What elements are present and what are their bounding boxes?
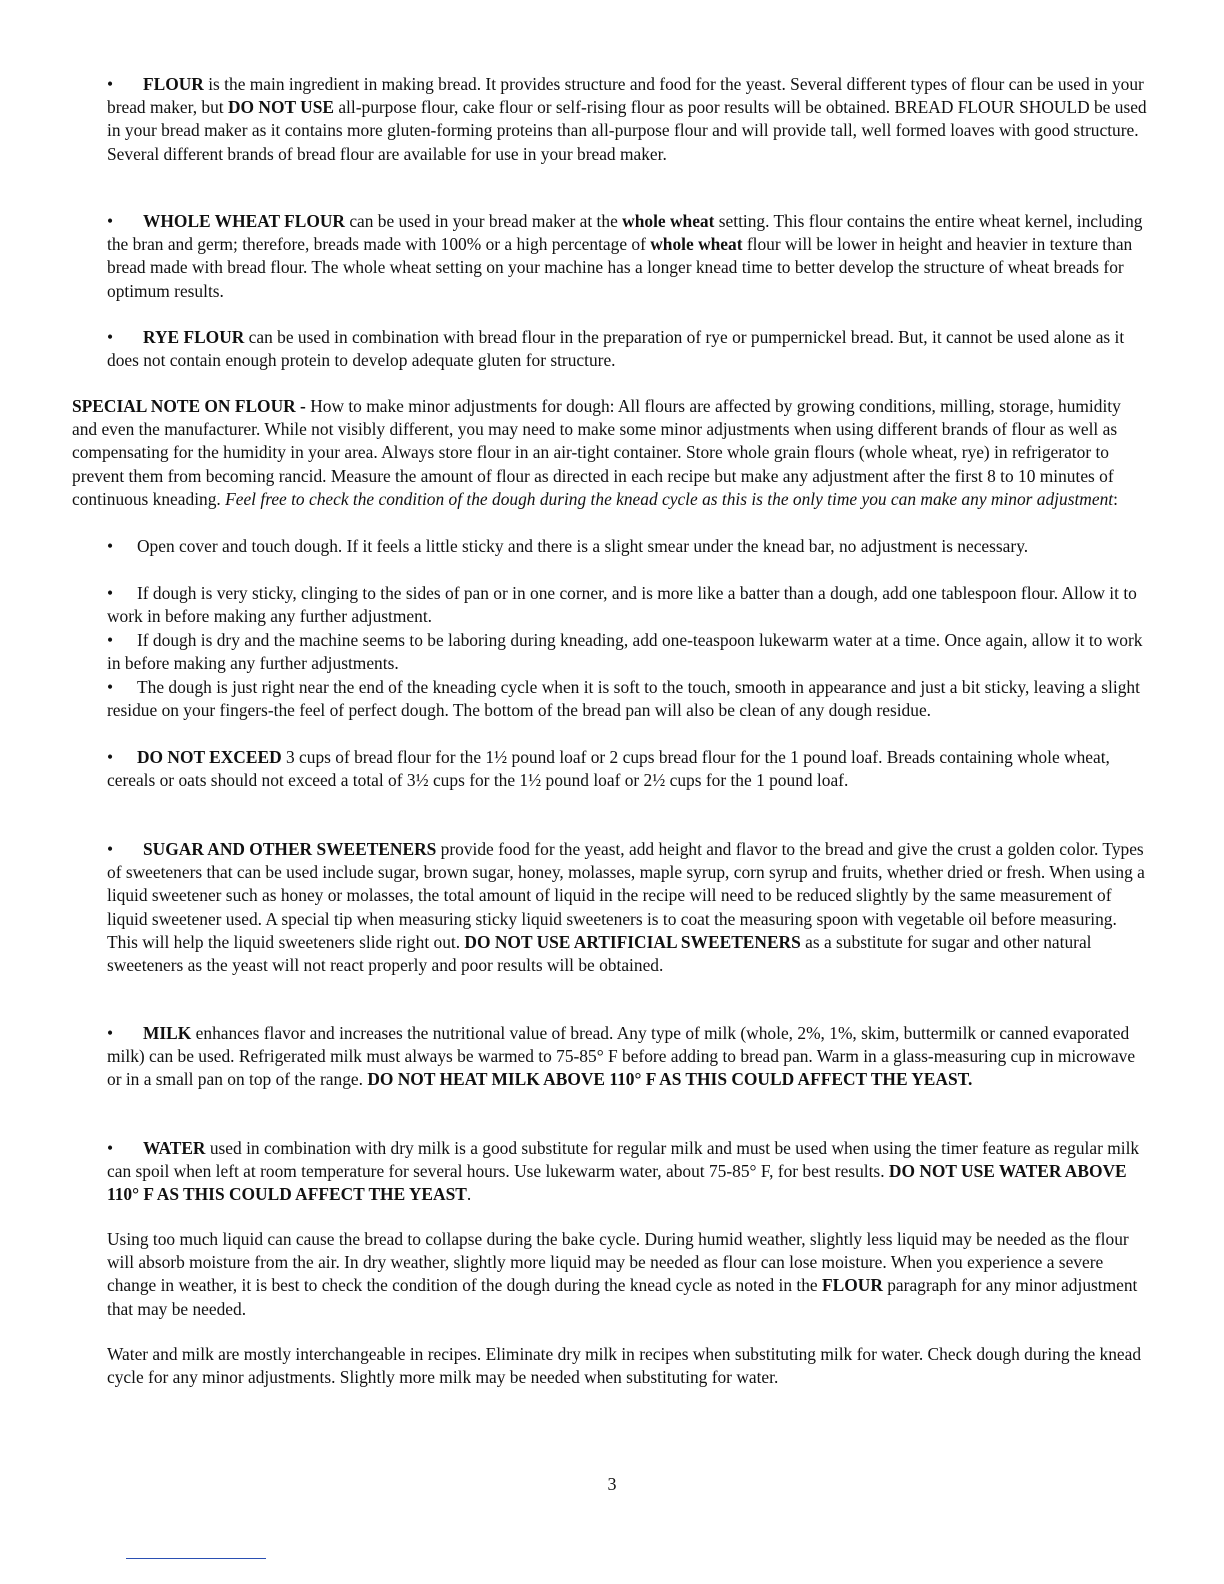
- adjustment-item: • If dough is very sticky, clinging to the sides of pan or in one corner, and is more like a batter than a dough, add one tablespoon flour. Allow it to work in before making any further adjustment.: [107, 583, 1137, 627]
- footer-rule: [126, 1558, 266, 1559]
- flour-paragraph: • FLOUR is the main ingredient in making bread. It provides structure and food for the yeast. Several different types of flour can be used in your bread maker, but DO NOT USE all-purpose flour, cake flour or self-rising flour as poor results will be obtained. BREAD FLOUR SHOULD be used in your bread maker as it contains more gluten-forming proteins than all-purpose flour and will provide tall, well formed loaves with good structure. Several different brands of bread flour are available for use in your bread maker.: [107, 74, 1147, 164]
- flour-term: FLOUR: [143, 74, 204, 94]
- artificial-sweeteners-warning: DO NOT USE ARTIFICIAL SWEETENERS: [464, 931, 801, 952]
- page-number: 3: [607, 1474, 617, 1494]
- water-paragraph: • WATER used in combination with dry milk is a good substitute for regular milk and must be used when using the timer feature as regular milk can spoil when left at room temperature for several hours. Use lukewarm water, about 75-85° F, for best results. DO NOT USE WATER ABOVE 110° F AS THIS COULD AFFECT THE YEAST.: [107, 1138, 1140, 1205]
- do-not-exceed-item: • DO NOT EXCEED 3 cups of bread flour for the 1½ pound loaf or 2 cups bread flour for the 1 pound loaf. Breads containing whole wheat, cereals or oats should not exceed a total of 3½ cups for the 1½ pound loaf or 2½ cups for the 1 pound loaf.: [107, 747, 1110, 791]
- bullet-icon: •: [107, 630, 114, 650]
- whole-wheat-paragraph: • WHOLE WHEAT FLOUR can be used in your bread maker at the whole wheat setting. This flour contains the entire wheat kernel, including the bran and germ; therefore, breads made with 100% or a high percentage of whole wheat flour will be lower in height and heavier in texture than bread made with bread flour. The whole wheat setting on your machine has a longer knead time to better develop the structure of wheat breads for optimum results.: [107, 211, 1143, 301]
- whole-wheat-term: WHOLE WHEAT FLOUR: [143, 211, 345, 231]
- bullet-icon: •: [107, 536, 114, 556]
- special-note-italic: Feel free to check the condition of the dough during the knead cycle as this is the only time you can make any minor adjustment: [225, 488, 1114, 509]
- special-note-heading: SPECIAL NOTE ON FLOUR -: [72, 396, 306, 416]
- rye-flour-paragraph: • RYE FLOUR can be used in combination with bread flour in the preparation of rye or pumpernickel bread. But, it cannot be used alone as it does not contain enough protein to develop adequate gluten for structure.: [107, 327, 1125, 371]
- bullet-icon: •: [107, 583, 114, 603]
- milk-heat-warning: DO NOT HEAT MILK ABOVE 110° F AS THIS COULD AFFECT THE YEAST.: [367, 1069, 973, 1090]
- milk-term: MILK: [143, 1023, 192, 1043]
- water-term: WATER: [143, 1138, 206, 1158]
- sugar-paragraph: • SUGAR AND OTHER SWEETENERS provide food for the yeast, add height and flavor to the bread and give the crust a golden color. Types of sweeteners that can be used include sugar, brown sugar, honey, molasses, maple syrup, corn syrup and fruits, whether dried or fresh. When using a liquid sweetener such as honey or molasses, the total amount of liquid in the recipe will need to be reduced slightly by the same measurement of liquid sweetener used. A special tip when measuring sticky liquid sweeteners is to coat the measuring spoon with vegetable oil before measuring. This will help the liquid sweeteners slide right out. DO NOT USE ARTIFICIAL SWEETENERS as a substitute for sugar and other natural sweeteners as the yeast will not react properly and poor results will be obtained.: [107, 839, 1145, 976]
- bullet-icon: •: [107, 74, 114, 94]
- bullet-icon: •: [107, 1138, 114, 1158]
- bullet-icon: •: [107, 839, 114, 859]
- adjustment-item: • If dough is dry and the machine seems to be laboring during kneading, add one-teaspoon lukewarm water at a time. Once again, allow it to work in before making any further adjustments.: [107, 630, 1143, 674]
- water-heat-warning: DO NOT USE WATER ABOVE 110° F AS THIS COULD AFFECT THE YEAST: [107, 1161, 1127, 1205]
- do-not-use-warning: DO NOT USE: [228, 97, 334, 118]
- flour-reference: FLOUR: [822, 1275, 883, 1296]
- bullet-icon: •: [107, 211, 114, 231]
- liquid-note-paragraph: Using too much liquid can cause the bread to collapse during the bake cycle. During humid weather, slightly less liquid may be needed as the flour will absorb moisture from the air. In dry weather, slightly more liquid may be needed as flour can lose moisture. When you experience a severe change in weather, it is best to check the condition of the dough during the knead cycle as noted in the FLOUR paragraph for any minor adjustment that may be needed.: [107, 1229, 1138, 1319]
- bullet-icon: •: [107, 1023, 114, 1043]
- do-not-exceed-term: DO NOT EXCEED: [137, 747, 282, 767]
- interchange-note-paragraph: Water and milk are mostly interchangeable in recipes. Eliminate dry milk in recipes when substituting milk for water. Check dough during the knead cycle for any minor adjustments. Slightly more milk may be needed when substituting for water.: [107, 1344, 1142, 1388]
- rye-flour-term: RYE FLOUR: [143, 327, 245, 347]
- whole-wheat-setting: whole wheat: [622, 211, 715, 231]
- bullet-icon: •: [107, 747, 114, 767]
- whole-wheat-setting-2: whole wheat: [650, 234, 743, 255]
- bullet-icon: •: [107, 327, 114, 347]
- adjustment-item: • Open cover and touch dough. If it feels a little sticky and there is a slight smear under the knead bar, no adjustment is necessary.: [107, 535, 1149, 558]
- bullet-icon: •: [107, 677, 114, 697]
- adjustment-item: • The dough is just right near the end of the kneading cycle when it is soft to the touch, smooth in appearance and just a bit sticky, leaving a slight residue on your fingers-the feel of perfect dough. The bottom of the bread pan will also be clean of any dough residue.: [107, 677, 1140, 721]
- milk-paragraph: • MILK enhances flavor and increases the nutritional value of bread. Any type of milk (whole, 2%, 1%, skim, buttermilk or canned evaporated milk) can be used. Refrigerated milk must always be warmed to 75-85° F before adding to bread pan. Warm in a glass-measuring cup in microwave or in a small pan on top of the range. DO NOT HEAT MILK ABOVE 110° F AS THIS COULD AFFECT THE YEAST.: [107, 1023, 1136, 1090]
- special-note-paragraph: SPECIAL NOTE ON FLOUR - How to make minor adjustments for dough: All flours are affected by growing conditions, milling, storage, humidity and even the manufacturer. While not visibly different, you may need to make some minor adjustments when using different brands of flour as well as compensating for the humidity in your area. Always store flour in an air-tight container. Store whole grain flours (whole wheat, rye) in refrigerator to prevent them from becoming rancid. Measure the amount of flour as directed in each recipe but make any adjustment after the first 8 to 10 minutes of continuous kneading. Feel free to check the condition of the dough during the knead cycle as this is the only time you can make any minor adjustment:: [72, 396, 1121, 509]
- sugar-term: SUGAR AND OTHER SWEETENERS: [143, 839, 437, 859]
